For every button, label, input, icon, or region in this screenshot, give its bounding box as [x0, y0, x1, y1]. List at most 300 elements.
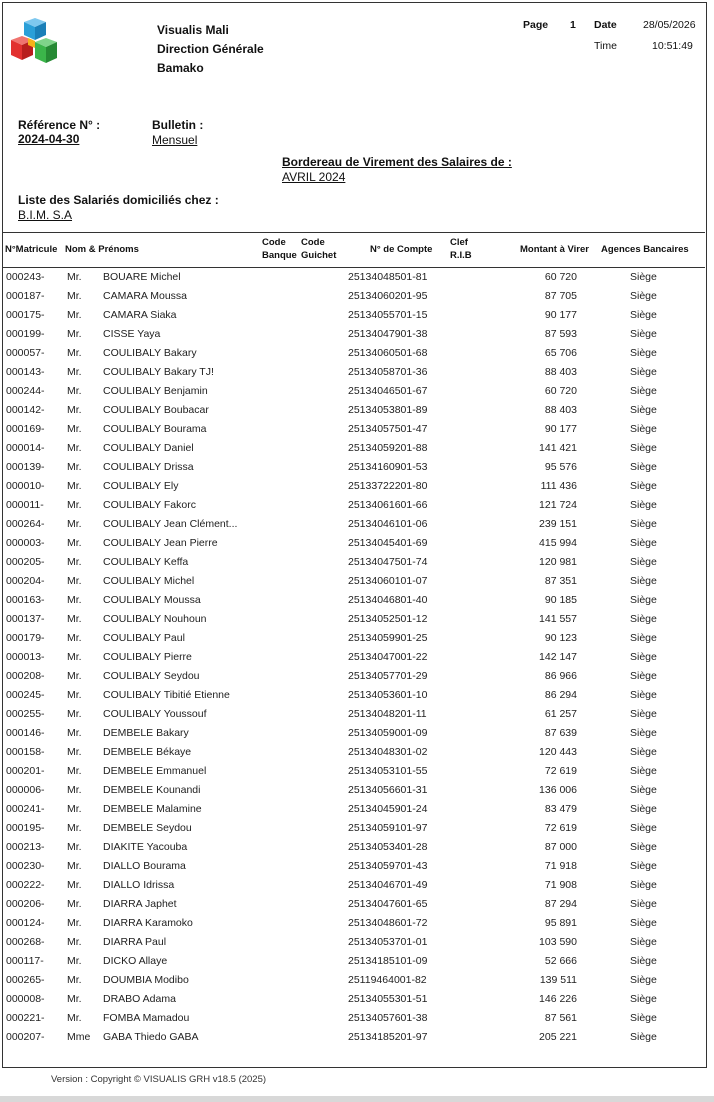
cell-nom-prenoms: COULIBALY Michel — [103, 575, 195, 587]
cell-agence: Siège — [630, 727, 657, 739]
table-row — [0, 667, 714, 686]
cell-agence: Siège — [630, 841, 657, 853]
col-code-banque: Code Banque — [262, 237, 297, 261]
cell-montant: 95 891 — [544, 917, 577, 929]
cell-matricule: 000268- — [6, 936, 45, 948]
cell-agence: Siège — [630, 803, 657, 815]
cell-numero-compte: 25134058701-36 — [348, 366, 428, 378]
col-clef-rib: Clef R.I.B — [450, 237, 472, 261]
cell-civilite: Mr. — [67, 347, 82, 359]
table-row — [0, 287, 714, 306]
cell-agence: Siège — [630, 537, 657, 549]
cell-montant: 120 443 — [539, 746, 577, 758]
time-label: Time — [594, 40, 617, 52]
cell-civilite: Mr. — [67, 727, 82, 739]
page-bottom-bar — [0, 1096, 714, 1102]
cell-matricule: 000163- — [6, 594, 45, 606]
table-row — [0, 705, 714, 724]
table-row — [0, 800, 714, 819]
cell-matricule: 000179- — [6, 632, 45, 644]
cell-montant: 65 706 — [544, 347, 577, 359]
cell-matricule: 000146- — [6, 727, 45, 739]
cell-numero-compte: 25134060501-68 — [348, 347, 428, 359]
cell-nom-prenoms: DICKO Allaye — [103, 955, 168, 967]
cell-numero-compte: 25134059701-43 — [348, 860, 428, 872]
cell-numero-compte: 25134053601-10 — [348, 689, 428, 701]
cell-numero-compte: 25134045401-69 — [348, 537, 428, 549]
cell-nom-prenoms: DEMBELE Békaye — [103, 746, 192, 758]
cell-nom-prenoms: COULIBALY Nouhoun — [103, 613, 207, 625]
table-row — [0, 496, 714, 515]
cell-matricule: 000143- — [6, 366, 45, 378]
cell-nom-prenoms: DIARRA Paul — [103, 936, 167, 948]
cell-montant: 205 221 — [539, 1031, 577, 1043]
table-row — [0, 762, 714, 781]
cell-civilite: Mr. — [67, 518, 82, 530]
cell-nom-prenoms: COULIBALY Jean Clément... — [103, 518, 238, 530]
cell-montant: 136 006 — [539, 784, 577, 796]
cell-nom-prenoms: COULIBALY Bourama — [103, 423, 207, 435]
cell-montant: 88 403 — [544, 404, 577, 416]
table-row — [0, 477, 714, 496]
col-code-guichet: Code Guichet — [301, 237, 337, 261]
cell-montant: 60 720 — [544, 385, 577, 397]
cell-agence: Siège — [630, 917, 657, 929]
cell-agence: Siège — [630, 955, 657, 967]
cell-agence: Siège — [630, 290, 657, 302]
cell-matricule: 000124- — [6, 917, 45, 929]
cell-numero-compte: 25134046701-49 — [348, 879, 428, 891]
cell-agence: Siège — [630, 632, 657, 644]
cell-montant: 103 590 — [539, 936, 577, 948]
cell-civilite: Mr. — [67, 898, 82, 910]
cell-nom-prenoms: COULIBALY Moussa — [103, 594, 201, 606]
cell-numero-compte: 25134046101-06 — [348, 518, 428, 530]
cell-matricule: 000199- — [6, 328, 45, 340]
cell-montant: 111 436 — [540, 480, 577, 492]
cell-matricule: 000221- — [6, 1012, 45, 1024]
cell-numero-compte: 25134053401-28 — [348, 841, 428, 853]
cell-civilite: Mr. — [67, 499, 82, 511]
cell-agence: Siège — [630, 556, 657, 568]
cell-matricule: 000013- — [6, 651, 45, 663]
cell-nom-prenoms: COULIBALY Seydou — [103, 670, 200, 682]
cell-civilite: Mr. — [67, 879, 82, 891]
cell-nom-prenoms: COULIBALY Jean Pierre — [103, 537, 218, 549]
cell-nom-prenoms: CAMARA Siaka — [103, 309, 177, 321]
cell-civilite: Mr. — [67, 556, 82, 568]
cell-agence: Siège — [630, 366, 657, 378]
col-montant: Montant à Virer — [520, 244, 589, 255]
cell-civilite: Mr. — [67, 290, 82, 302]
cell-civilite: Mr. — [67, 309, 82, 321]
cell-civilite: Mr. — [67, 860, 82, 872]
cell-montant: 52 666 — [544, 955, 577, 967]
cell-matricule: 000201- — [6, 765, 45, 777]
cell-montant: 139 511 — [539, 974, 577, 986]
cell-agence: Siège — [630, 442, 657, 454]
cell-nom-prenoms: BOUARE Michel — [103, 271, 181, 283]
cell-montant: 72 619 — [544, 822, 577, 834]
cell-montant: 95 576 — [544, 461, 577, 473]
cell-agence: Siège — [630, 936, 657, 948]
cell-matricule: 000222- — [6, 879, 45, 891]
cell-civilite: Mr. — [67, 461, 82, 473]
cell-agence: Siège — [630, 404, 657, 416]
cell-civilite: Mr. — [67, 613, 82, 625]
table-row — [0, 553, 714, 572]
cell-civilite: Mme — [67, 1031, 91, 1043]
cell-matricule: 000195- — [6, 822, 45, 834]
cell-civilite: Mr. — [67, 651, 82, 663]
cell-agence: Siège — [630, 328, 657, 340]
cell-nom-prenoms: GABA Thiedo GABA — [103, 1031, 199, 1043]
cell-numero-compte: 25133722201-80 — [348, 480, 428, 492]
cell-civilite: Mr. — [67, 841, 82, 853]
cell-civilite: Mr. — [67, 917, 82, 929]
cell-matricule: 000205- — [6, 556, 45, 568]
cell-numero-compte: 25134185101-09 — [348, 955, 428, 967]
cell-montant: 239 151 — [539, 518, 577, 530]
reference-value: 2024-04-30 — [18, 132, 80, 146]
cell-agence: Siège — [630, 518, 657, 530]
cell-matricule: 000006- — [6, 784, 45, 796]
cell-montant: 87 000 — [544, 841, 577, 853]
bulletin-value: Mensuel — [152, 133, 198, 147]
company-block — [157, 21, 264, 78]
cell-matricule: 000265- — [6, 974, 45, 986]
cell-civilite: Mr. — [67, 537, 82, 549]
col-matricule: N°Matricule — [5, 244, 58, 255]
cell-nom-prenoms: COULIBALY Bakary TJ! — [103, 366, 214, 378]
table-row — [0, 344, 714, 363]
cell-civilite: Mr. — [67, 575, 82, 587]
table-row — [0, 914, 714, 933]
cell-numero-compte: 25134045901-24 — [348, 803, 428, 815]
cell-matricule: 000187- — [6, 290, 45, 302]
cell-numero-compte: 25134057701-29 — [348, 670, 428, 682]
cell-numero-compte: 25134053101-55 — [348, 765, 428, 777]
cell-matricule: 000245- — [6, 689, 45, 701]
cell-agence: Siège — [630, 309, 657, 321]
cell-civilite: Mr. — [67, 670, 82, 682]
cell-agence: Siège — [630, 347, 657, 359]
cell-matricule: 000117- — [6, 955, 44, 967]
cell-matricule: 000255- — [6, 708, 45, 720]
cell-agence: Siège — [630, 993, 657, 1005]
cell-nom-prenoms: DIARRA Karamoko — [103, 917, 193, 929]
cell-montant: 71 908 — [544, 879, 577, 891]
cell-matricule: 000139- — [6, 461, 45, 473]
cell-nom-prenoms: DEMBELE Kounandi — [103, 784, 201, 796]
bank-list-label: Liste des Salariés domiciliés chez : — [18, 193, 219, 207]
cell-nom-prenoms: CAMARA Moussa — [103, 290, 188, 302]
cell-montant: 90 123 — [544, 632, 577, 644]
cell-matricule: 000142- — [6, 404, 45, 416]
cell-agence: Siège — [630, 765, 657, 777]
cell-numero-compte: 25134048601-72 — [348, 917, 428, 929]
cell-nom-prenoms: COULIBALY Bakary — [103, 347, 197, 359]
table-row — [0, 382, 714, 401]
company-city: Bamako — [157, 61, 204, 75]
company-department: Direction Générale — [157, 42, 264, 56]
cell-montant: 141 421 — [539, 442, 577, 454]
cell-nom-prenoms: COULIBALY Fakorc — [103, 499, 196, 511]
table-row — [0, 724, 714, 743]
cell-agence: Siège — [630, 1012, 657, 1024]
cell-montant: 90 177 — [544, 309, 577, 321]
table-row — [0, 876, 714, 895]
table-row — [0, 990, 714, 1009]
cell-numero-compte: 25134046501-67 — [348, 385, 428, 397]
col-nom: Nom & Prénoms — [65, 244, 139, 255]
cell-montant: 87 561 — [544, 1012, 577, 1024]
cell-nom-prenoms: FOMBA Mamadou — [103, 1012, 190, 1024]
cell-numero-compte: 25134060201-95 — [348, 290, 428, 302]
cell-matricule: 000014- — [6, 442, 45, 454]
table-row — [0, 439, 714, 458]
table-row — [0, 838, 714, 857]
cell-agence: Siège — [630, 613, 657, 625]
cell-civilite: Mr. — [67, 442, 82, 454]
cell-numero-compte: 25134060101-07 — [348, 575, 428, 587]
table-row — [0, 952, 714, 971]
cell-nom-prenoms: DIARRA Japhet — [103, 898, 177, 910]
cell-numero-compte: 25134059001-09 — [348, 727, 428, 739]
cell-agence: Siège — [630, 898, 657, 910]
cell-numero-compte: 25134160901-53 — [348, 461, 428, 473]
cell-montant: 71 918 — [544, 860, 577, 872]
cell-numero-compte: 25134048501-81 — [348, 271, 428, 283]
cell-civilite: Mr. — [67, 993, 82, 1005]
cell-numero-compte: 25134185201-97 — [348, 1031, 428, 1043]
table-row — [0, 401, 714, 420]
cell-numero-compte: 25134046801-40 — [348, 594, 428, 606]
cell-nom-prenoms: CISSE Yaya — [103, 328, 161, 340]
cell-nom-prenoms: COULIBALY Paul — [103, 632, 185, 644]
cell-civilite: Mr. — [67, 328, 82, 340]
cell-numero-compte: 25134047501-74 — [348, 556, 428, 568]
cell-civilite: Mr. — [67, 271, 82, 283]
cell-montant: 61 257 — [544, 708, 577, 720]
cell-nom-prenoms: COULIBALY Keffa — [103, 556, 189, 568]
cell-montant: 120 981 — [539, 556, 577, 568]
cell-agence: Siège — [630, 499, 657, 511]
bordereau-period: AVRIL 2024 — [282, 170, 346, 184]
table-row — [0, 572, 714, 591]
cell-numero-compte: 25134061601-66 — [348, 499, 428, 511]
cell-agence: Siège — [630, 746, 657, 758]
cell-montant: 87 294 — [544, 898, 577, 910]
cell-numero-compte: 25134052501-12 — [348, 613, 428, 625]
cell-nom-prenoms: DIAKITE Yacouba — [103, 841, 188, 853]
cell-matricule: 000206- — [6, 898, 45, 910]
cell-numero-compte: 25134047001-22 — [348, 651, 428, 663]
cell-matricule: 000057- — [6, 347, 45, 359]
cell-numero-compte: 25134055301-51 — [348, 993, 428, 1005]
cell-agence: Siège — [630, 1031, 657, 1043]
date-label: Date — [594, 19, 617, 31]
cell-matricule: 000008- — [6, 993, 45, 1005]
cell-civilite: Mr. — [67, 765, 82, 777]
cell-nom-prenoms: COULIBALY Ely — [103, 480, 179, 492]
cell-agence: Siège — [630, 879, 657, 891]
cell-matricule: 000158- — [6, 746, 45, 758]
cell-numero-compte: 25134053801-89 — [348, 404, 428, 416]
cell-numero-compte: 25134047901-38 — [348, 328, 428, 340]
table-row — [0, 781, 714, 800]
footer-version: Version : Copyright © VISUALIS GRH v18.5 (2025) — [51, 1074, 267, 1085]
cell-nom-prenoms: COULIBALY Tibitié Etienne — [103, 689, 230, 701]
cell-nom-prenoms: DIALLO Idrissa — [103, 879, 175, 891]
cell-montant: 146 226 — [539, 993, 577, 1005]
cell-montant: 141 557 — [539, 613, 577, 625]
bordereau-title: Bordereau de Virement des Salaires de : — [282, 155, 512, 169]
cell-nom-prenoms: DIALLO Bourama — [103, 860, 186, 872]
table-row — [0, 363, 714, 382]
cell-civilite: Mr. — [67, 974, 82, 986]
col-compte: N° de Compte — [370, 244, 433, 255]
table-row — [0, 610, 714, 629]
cell-civilite: Mr. — [67, 423, 82, 435]
cell-montant: 83 479 — [544, 803, 577, 815]
cell-nom-prenoms: COULIBALY Drissa — [103, 461, 194, 473]
cell-nom-prenoms: COULIBALY Youssouf — [103, 708, 207, 720]
cell-agence: Siège — [630, 974, 657, 986]
salary-table-body — [0, 268, 714, 1047]
cell-agence: Siège — [630, 271, 657, 283]
company-logo-icon — [8, 18, 60, 70]
table-row — [0, 648, 714, 667]
cell-montant: 86 966 — [544, 670, 577, 682]
cell-civilite: Mr. — [67, 822, 82, 834]
cell-numero-compte: 25134056601-31 — [348, 784, 428, 796]
cell-nom-prenoms: COULIBALY Pierre — [103, 651, 192, 663]
cell-numero-compte: 25134055701-15 — [348, 309, 428, 321]
cell-agence: Siège — [630, 385, 657, 397]
bulletin-label: Bulletin : — [152, 118, 204, 132]
table-row — [0, 971, 714, 990]
cell-numero-compte: 25134059901-25 — [348, 632, 428, 644]
cell-numero-compte: 25134057601-38 — [348, 1012, 428, 1024]
cell-numero-compte: 25134048301-02 — [348, 746, 428, 758]
cell-montant: 60 720 — [544, 271, 577, 283]
reference-label: Référence N° : — [18, 118, 101, 132]
bank-name: B.I.M. S.A — [18, 208, 73, 222]
cell-matricule: 000213- — [6, 841, 45, 853]
cell-agence: Siège — [630, 822, 657, 834]
cell-civilite: Mr. — [67, 1012, 82, 1024]
cell-numero-compte: 25119464001-82 — [348, 974, 427, 986]
cell-numero-compte: 25134047601-65 — [348, 898, 428, 910]
cell-civilite: Mr. — [67, 632, 82, 644]
cell-matricule: 000175- — [6, 309, 45, 321]
cell-numero-compte: 25134048201-11 — [348, 708, 427, 720]
table-row — [0, 819, 714, 838]
table-row — [0, 306, 714, 325]
cell-matricule: 000137- — [6, 613, 45, 625]
date-value: 28/05/2026 — [643, 19, 696, 31]
cell-montant: 87 639 — [544, 727, 577, 739]
cell-agence: Siège — [630, 708, 657, 720]
cell-nom-prenoms: DEMBELE Malamine — [103, 803, 202, 815]
cell-civilite: Mr. — [67, 480, 82, 492]
cell-nom-prenoms: DEMBELE Seydou — [103, 822, 192, 834]
cell-civilite: Mr. — [67, 784, 82, 796]
table-row — [0, 515, 714, 534]
cell-nom-prenoms: COULIBALY Boubacar — [103, 404, 209, 416]
cell-matricule: 000264- — [6, 518, 45, 530]
table-row — [0, 325, 714, 344]
cell-nom-prenoms: DEMBELE Bakary — [103, 727, 189, 739]
cell-matricule: 000011- — [6, 499, 44, 511]
cell-matricule: 000207- — [6, 1031, 45, 1043]
table-row — [0, 591, 714, 610]
cell-agence: Siège — [630, 423, 657, 435]
cell-civilite: Mr. — [67, 936, 82, 948]
cell-montant: 415 994 — [539, 537, 577, 549]
cell-montant: 90 177 — [544, 423, 577, 435]
cell-civilite: Mr. — [67, 594, 82, 606]
cell-montant: 87 593 — [544, 328, 577, 340]
table-row — [0, 420, 714, 439]
cell-matricule: 000208- — [6, 670, 45, 682]
cell-agence: Siège — [630, 860, 657, 872]
table-row — [0, 857, 714, 876]
table-row — [0, 895, 714, 914]
cell-civilite: Mr. — [67, 689, 82, 701]
cell-matricule: 000244- — [6, 385, 45, 397]
cell-matricule: 000169- — [6, 423, 45, 435]
table-row — [0, 629, 714, 648]
cell-civilite: Mr. — [67, 746, 82, 758]
cell-numero-compte: 25134059201-88 — [348, 442, 428, 454]
cell-nom-prenoms: DEMBELE Emmanuel — [103, 765, 207, 777]
cell-agence: Siège — [630, 480, 657, 492]
time-value: 10:51:49 — [652, 40, 693, 52]
table-row — [0, 268, 714, 287]
table-row — [0, 743, 714, 762]
cell-civilite: Mr. — [67, 708, 82, 720]
cell-matricule: 000230- — [6, 860, 45, 872]
cell-civilite: Mr. — [67, 366, 82, 378]
cell-montant: 86 294 — [544, 689, 577, 701]
table-row — [0, 686, 714, 705]
cell-numero-compte: 25134053701-01 — [348, 936, 428, 948]
cell-nom-prenoms: COULIBALY Daniel — [103, 442, 194, 454]
cell-nom-prenoms: COULIBALY Benjamin — [103, 385, 208, 397]
cell-matricule: 000241- — [6, 803, 45, 815]
cell-civilite: Mr. — [67, 385, 82, 397]
cell-civilite: Mr. — [67, 955, 82, 967]
page-label: Page — [523, 19, 549, 31]
cell-montant: 72 619 — [544, 765, 577, 777]
cell-matricule: 000010- — [6, 480, 45, 492]
table-row — [0, 933, 714, 952]
cell-montant: 87 351 — [544, 575, 577, 587]
table-row — [0, 534, 714, 553]
cell-montant: 87 705 — [544, 290, 577, 302]
cell-agence: Siège — [630, 594, 657, 606]
cell-montant: 121 724 — [539, 499, 577, 511]
cell-agence: Siège — [630, 670, 657, 682]
table-row — [0, 458, 714, 477]
table-row — [0, 1028, 714, 1047]
cell-agence: Siège — [630, 461, 657, 473]
cell-nom-prenoms: DOUMBIA Modibo — [103, 974, 189, 986]
cell-matricule: 000204- — [6, 575, 45, 587]
cell-montant: 90 185 — [544, 594, 577, 606]
